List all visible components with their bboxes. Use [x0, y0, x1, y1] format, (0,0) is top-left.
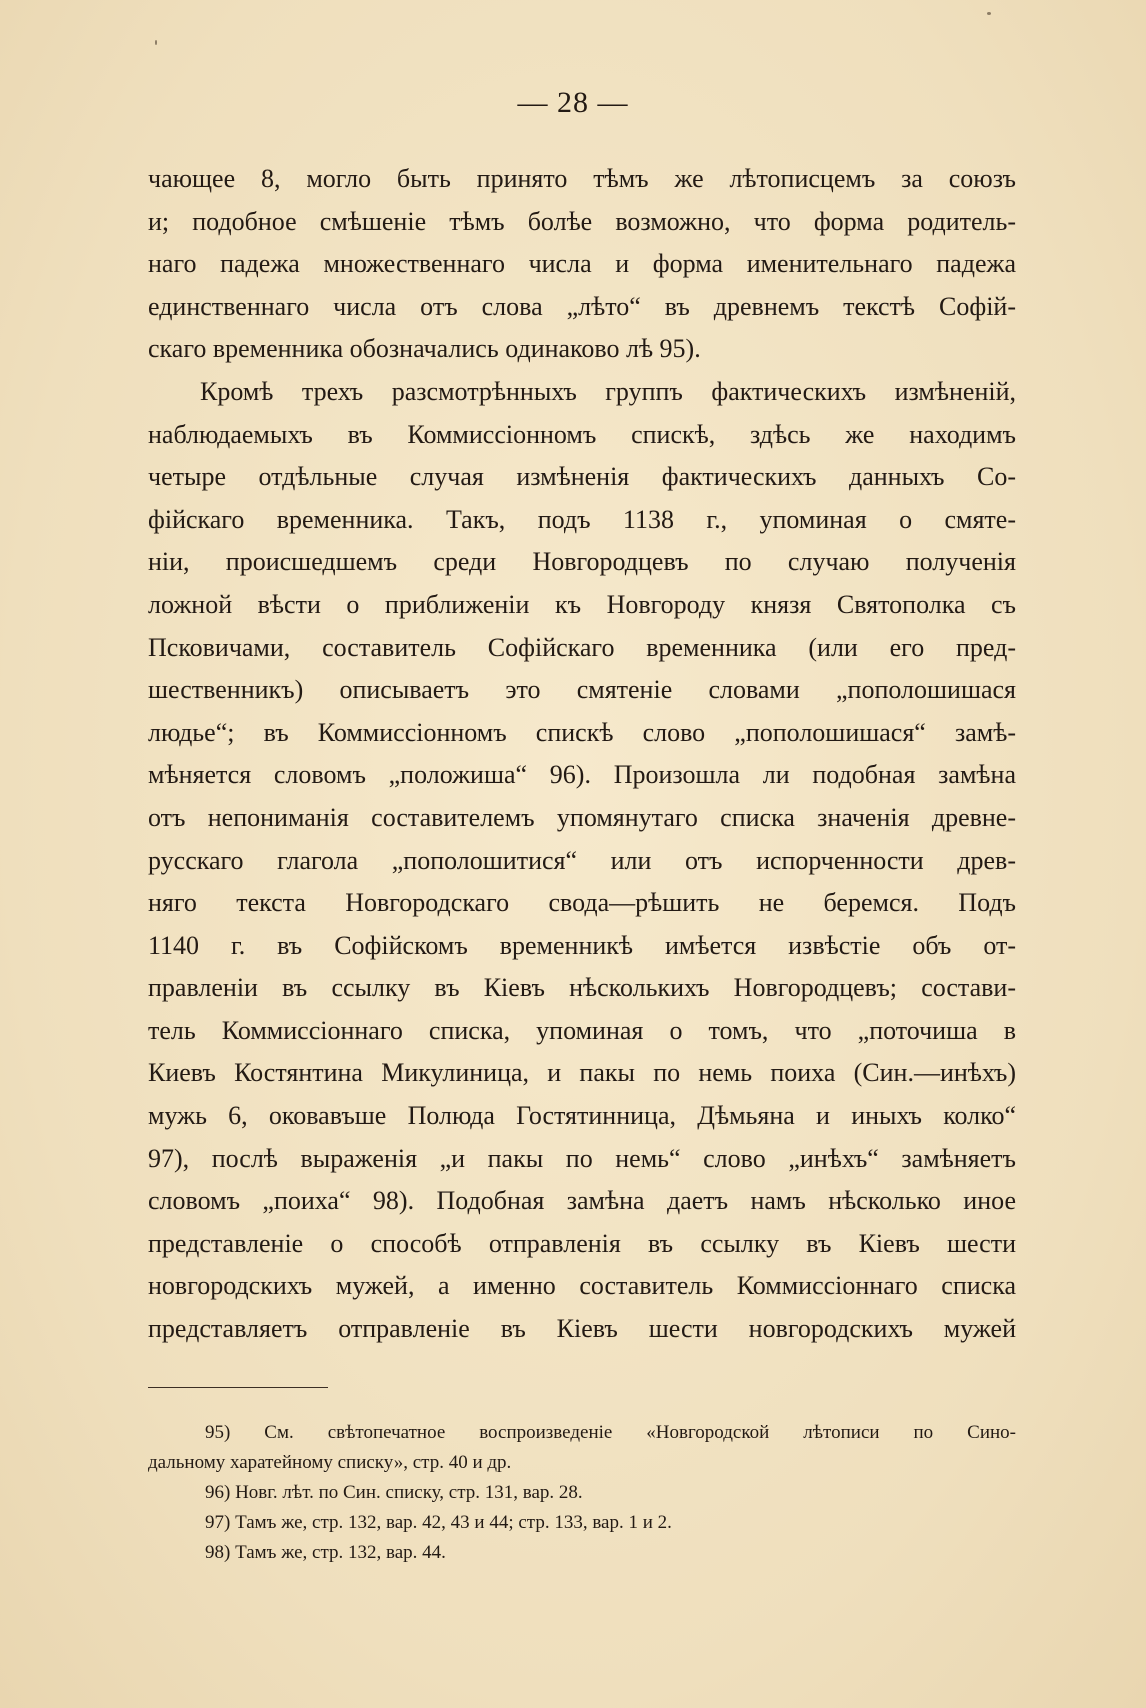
text-line: тель Коммиссіоннаго списка, упоминая о томъ, что „поточиша в	[148, 1015, 1016, 1045]
text-line: чающее 8, могло быть принято тѣмъ же лѣтописцемъ за союзъ	[148, 164, 1016, 193]
ink-speck	[155, 40, 157, 45]
text-line: наго падежа множественнаго числа и форма именительнаго падежа	[148, 249, 1016, 279]
ink-speck	[987, 12, 991, 15]
text-line: людье“; въ Коммиссіонномъ спискѣ слово „пополошишася“ замѣ-	[148, 717, 1016, 747]
footnote-96: 96) Новг. лѣт. по Син. списку, стр. 131, вар. 28.	[205, 1482, 583, 1503]
text-line: мѣняется словомъ „положиша“ 96). Произошла ли подобная замѣна	[148, 760, 1016, 790]
text-line: новгородскихъ мужей, а именно составитель Коммиссіоннаго списка	[148, 1271, 1016, 1301]
text-line: фійскаго временника. Такъ, подъ 1138 г., упоминая о смяте-	[148, 504, 1016, 534]
footnote-95-continued: дальному харатейному списку», стр. 40 и др.	[148, 1452, 512, 1473]
text-line: единственнаго числа отъ слова „лѣто“ въ древнемъ текстѣ Софій-	[148, 291, 1016, 321]
text-line: и; подобное смѣшеніе тѣмъ болѣе возможно, что форма родитель-	[148, 206, 1016, 236]
footnote-98: 98) Тамъ же, стр. 132, вар. 44.	[205, 1542, 446, 1563]
text-line: отъ непониманія составителемъ упомянутаго списка значенія древне-	[148, 802, 1016, 832]
body-text	[148, 158, 1016, 1351]
text-line: представленіе о способѣ отправленія въ ссылку въ Кіевъ шести	[148, 1228, 1016, 1258]
footnote-divider	[148, 1387, 328, 1388]
footnote-95: 95) См. свѣтопечатное воспроизведеніе «Новгородской лѣтописи по Сино-	[205, 1422, 1016, 1443]
page-number: — 28 —	[517, 86, 629, 119]
text-line: 1140 г. въ Софійскомъ временникѣ имѣется извѣстіе объ от-	[148, 930, 1016, 960]
text-line: мужь 6, оковавъше Полюда Гостятинница, Дѣмьяна и иныхъ колко“	[148, 1101, 1016, 1131]
text-line: ложной вѣсти о приближеніи къ Новгороду князя Святополка съ	[148, 589, 1016, 619]
footnote-97: 97) Тамъ же, стр. 132, вар. 42, 43 и 44; стр. 133, вар. 1 и 2.	[205, 1512, 672, 1533]
text-line: наблюдаемыхъ въ Коммиссіонномъ спискѣ, здѣсь же находимъ	[148, 419, 1016, 449]
text-line: четыре отдѣльные случая измѣненія фактическихъ данныхъ Со-	[148, 462, 1016, 492]
text-line: шественникъ) описываетъ это смятеніе словами „пополошишася	[148, 675, 1016, 705]
text-line: русскаго глагола „пополошитися“ или отъ испорченности древ-	[148, 845, 1016, 875]
paragraph-start-line: Кромѣ трехъ разсмотрѣнныхъ группъ фактическихъ измѣненій,	[200, 376, 1016, 406]
text-line: правленіи въ ссылку въ Кіевъ нѣсколькихъ Новгородцевъ; состави-	[148, 973, 1016, 1003]
text-line: Киевъ Костянтина Микулиница, и пакы по немь поиха (Син.—инѣхъ)	[148, 1058, 1016, 1088]
footnotes	[148, 1418, 1016, 1568]
text-line: скаго временника обозначались одинаково лѣ 95).	[148, 334, 701, 364]
text-line: няго текста Новгородскаго свода—рѣшить не беремся. Подъ	[148, 888, 1016, 918]
text-line: представляетъ отправленіе въ Кіевъ шести новгородскихъ мужей	[148, 1314, 1016, 1344]
text-line: Псковичами, составитель Софійскаго временника (или его пред-	[148, 632, 1016, 662]
text-line: словомъ „поиха“ 98). Подобная замѣна даетъ намъ нѣсколько иное	[148, 1186, 1016, 1216]
text-line: ніи, происшедшемъ среди Новгородцевъ по случаю полученія	[148, 547, 1016, 577]
text-line: 97), послѣ выраженія „и пакы по немь“ слово „инѣхъ“ замѣняетъ	[148, 1143, 1016, 1173]
